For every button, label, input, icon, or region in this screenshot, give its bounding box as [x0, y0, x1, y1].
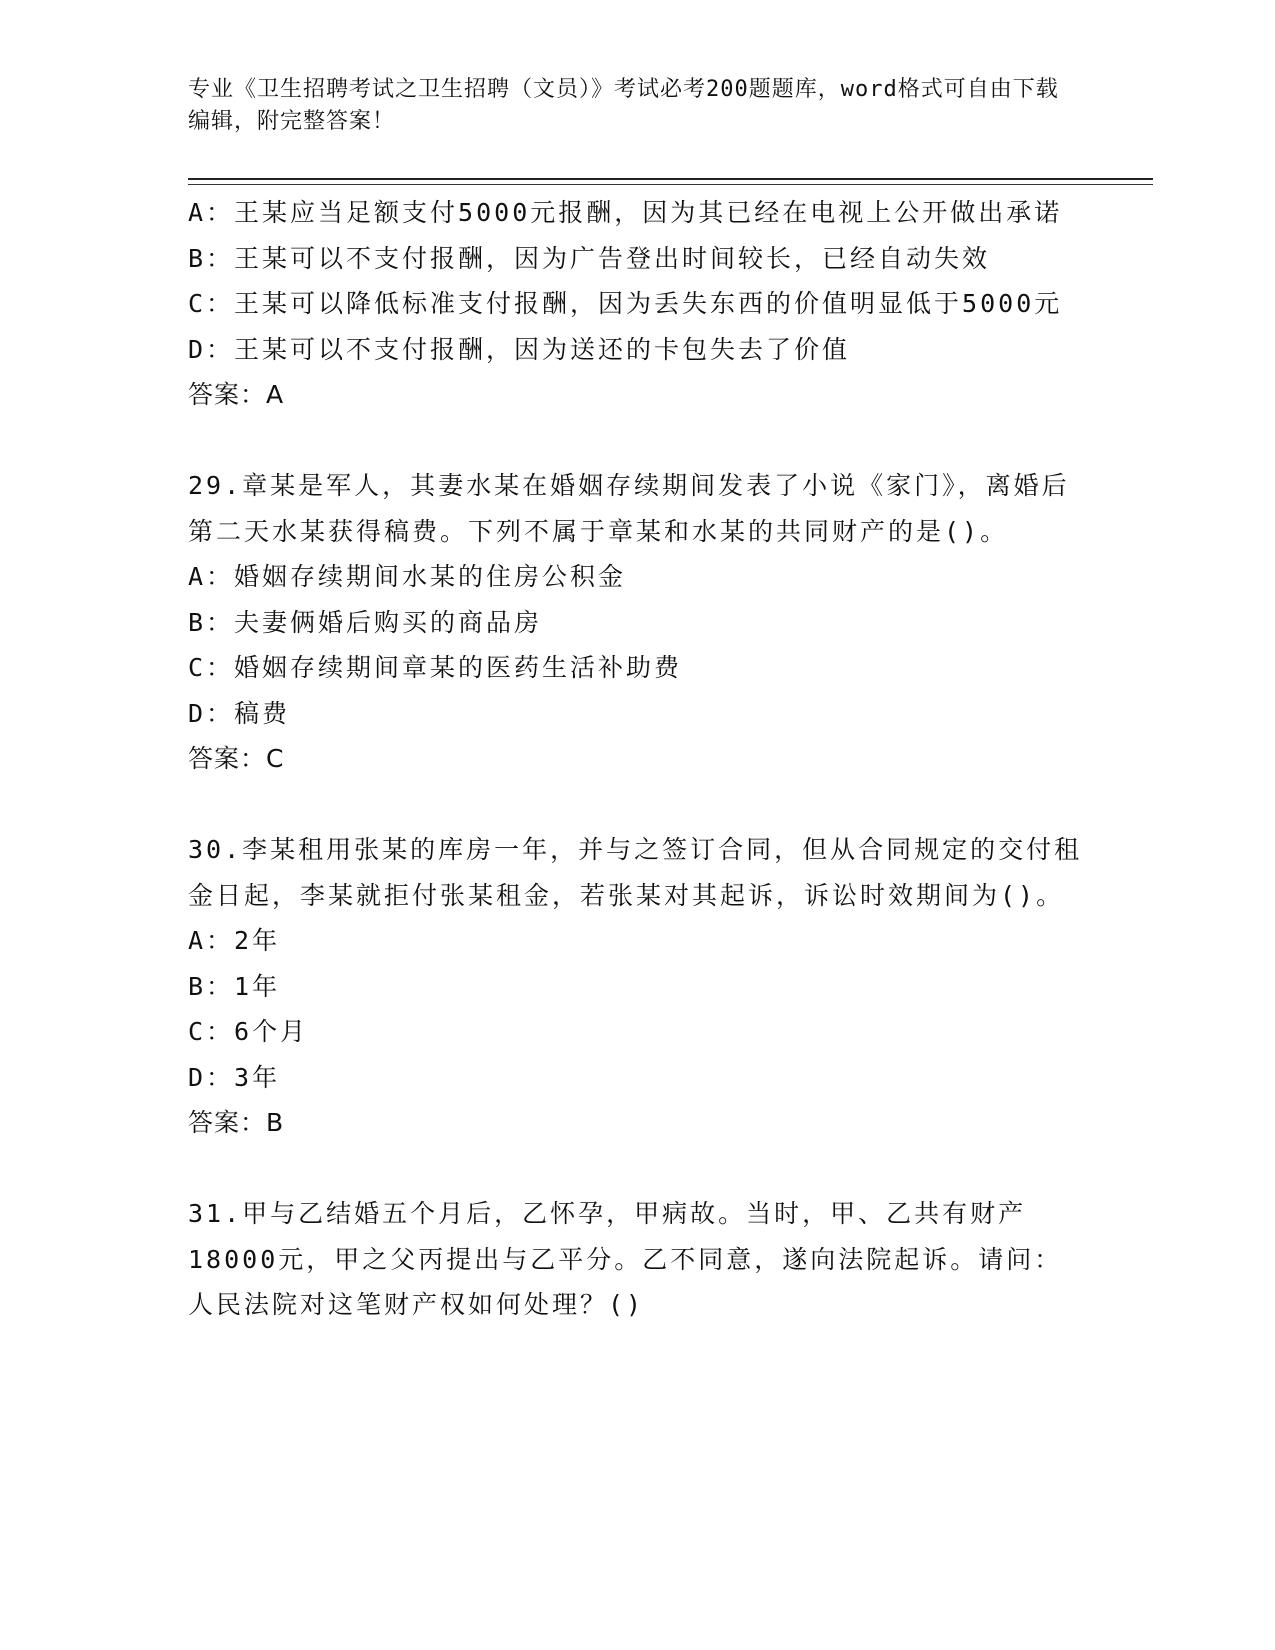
question-31: [188, 1191, 1088, 1328]
answer: 答案：B: [188, 1108, 285, 1137]
spacer: [188, 418, 1088, 464]
option-a: A：王某应当足额支付5000元报酬，因为其已经在电视上公开做出承诺: [188, 198, 1063, 227]
question-29: [188, 463, 1088, 782]
option-b: B：夫妻俩婚后购买的商品房: [188, 607, 543, 637]
answer: 答案：A: [188, 380, 285, 409]
option-b: B：王某可以不支付报酬，因为广告登出时间较长，已经自动失效: [188, 243, 991, 273]
header-divider-thick: [188, 178, 1153, 180]
question-28: [188, 190, 1088, 418]
header-divider-thin: [188, 184, 1153, 185]
option-d: D：稿费: [188, 698, 291, 728]
spacer: [188, 1146, 1088, 1192]
question-stem: 29.章某是军人，其妻水某在婚姻存续期间发表了小说《家门》，离婚后第二天水某获得稿费。下列不属于章某和水某的共同财产的是()。: [188, 471, 1070, 546]
option-b: B：1年: [188, 971, 281, 1001]
option-a: A：婚姻存续期间水某的住房公积金: [188, 562, 627, 591]
option-d: D：王某可以不支付报酬，因为送还的卡包失去了价值: [188, 334, 851, 364]
option-a: A：2年: [188, 926, 281, 955]
option-c: C：婚姻存续期间章某的医药生活补助费: [188, 653, 683, 682]
question-stem: 30.李某租用张某的库房一年，并与之签订合同，但从合同规定的交付租金日起，李某就拒付张某租金，若张某对其起诉，诉讼时效期间为()。: [188, 835, 1083, 910]
question-content: [188, 190, 1088, 1328]
option-c: C：王某可以降低标准支付报酬，因为丢失东西的价值明显低于5000元: [188, 289, 1063, 318]
answer: 答案：C: [188, 744, 285, 773]
question-30: [188, 827, 1088, 1146]
spacer: [188, 782, 1088, 828]
option-d: D：3年: [188, 1062, 281, 1092]
option-c: C：6个月: [188, 1017, 309, 1046]
question-stem: 31.甲与乙结婚五个月后，乙怀孕，甲病故。当时，甲、乙共有财产18000元，甲之父丙提出与乙平分。乙不同意，遂向法院起诉。请问：人民法院对这笔财产权如何处理？(): [188, 1199, 1063, 1319]
document-header: 专业《卫生招聘考试之卫生招聘（文员）》考试必考200题题库，word格式可自由下载编辑，附完整答案！: [188, 77, 1059, 134]
